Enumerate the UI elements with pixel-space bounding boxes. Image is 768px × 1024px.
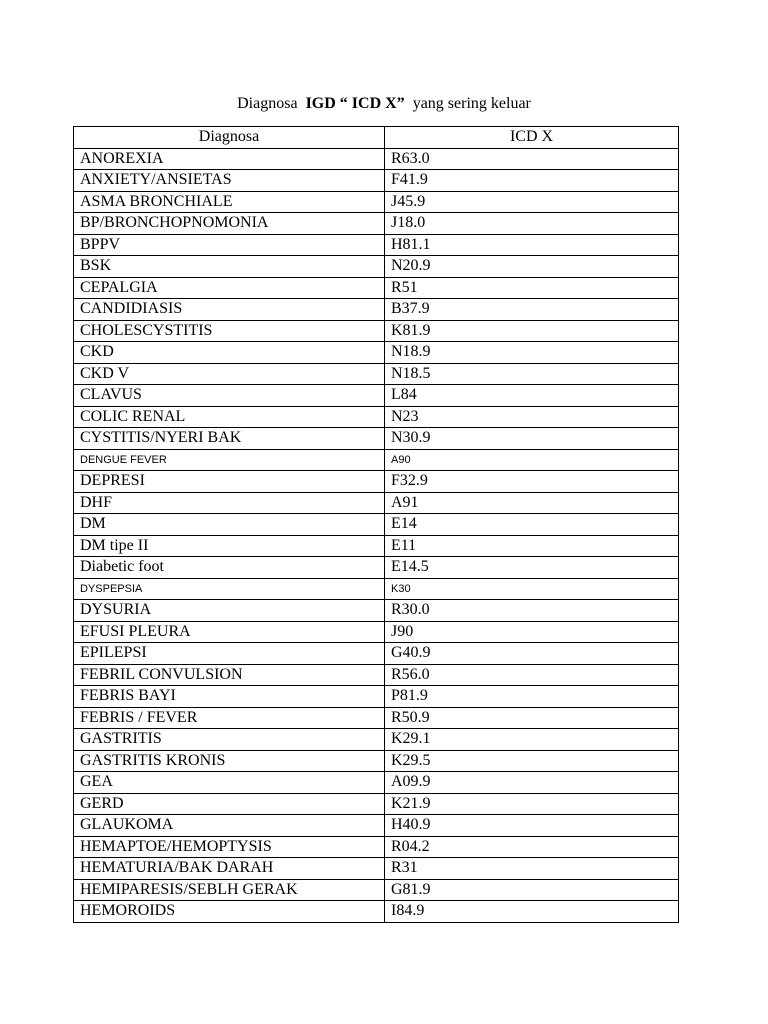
icd-code-cell: R50.9 <box>385 707 679 729</box>
diagnosa-cell: GASTRITIS KRONIS <box>74 750 385 772</box>
diagnosa-cell: DYSURIA <box>74 600 385 622</box>
diagnosa-cell: Diabetic foot <box>74 557 385 579</box>
table-row <box>74 600 679 622</box>
diagnosa-cell: CKD V <box>74 363 385 385</box>
title-suffix: yang sering keluar <box>404 95 531 112</box>
icd-code-cell: F32.9 <box>385 471 679 493</box>
table-row <box>74 621 679 643</box>
diagnosa-cell: DM tipe II <box>74 535 385 557</box>
diagnosa-cell: EFUSI PLEURA <box>74 621 385 643</box>
icd-code-cell: R56.0 <box>385 664 679 686</box>
table-row <box>74 170 679 192</box>
icd-code-cell: R30.0 <box>385 600 679 622</box>
table-row <box>74 514 679 536</box>
table-row <box>74 363 679 385</box>
table-row <box>74 406 679 428</box>
table-row <box>74 793 679 815</box>
table-row <box>74 320 679 342</box>
table-row <box>74 578 679 600</box>
icd-code-cell: F41.9 <box>385 170 679 192</box>
diagnosa-cell: DHF <box>74 492 385 514</box>
table-row <box>74 815 679 837</box>
icd-code-cell: K81.9 <box>385 320 679 342</box>
icd-code-cell: K21.9 <box>385 793 679 815</box>
diagnosa-cell: DYSPEPSIA <box>74 578 385 600</box>
icd-code-cell: K30 <box>385 578 679 600</box>
table-row <box>74 385 679 407</box>
diagnosa-cell: ANOREXIA <box>74 148 385 170</box>
icd-code-cell: H81.1 <box>385 234 679 256</box>
table-row <box>74 557 679 579</box>
table-row <box>74 858 679 880</box>
diagnosa-cell: FEBRIL CONVULSION <box>74 664 385 686</box>
diagnosa-cell: CEPALGIA <box>74 277 385 299</box>
icd-code-cell: G81.9 <box>385 879 679 901</box>
icd-code-cell: P81.9 <box>385 686 679 708</box>
table-row <box>74 234 679 256</box>
icd-code-cell: R63.0 <box>385 148 679 170</box>
table-row <box>74 342 679 364</box>
diagnosa-cell: CLAVUS <box>74 385 385 407</box>
title-prefix: Diagnosa <box>237 95 306 112</box>
icd-code-cell: H40.9 <box>385 815 679 837</box>
diagnosa-cell: DENGUE FEVER <box>74 449 385 471</box>
diagnosa-cell: GERD <box>74 793 385 815</box>
table-row <box>74 299 679 321</box>
header-icd: ICD X <box>385 127 679 149</box>
icd-code-cell: K29.5 <box>385 750 679 772</box>
header-diagnosa: Diagnosa <box>74 127 385 149</box>
table-row <box>74 492 679 514</box>
diagnosa-cell: GEA <box>74 772 385 794</box>
table-row <box>74 772 679 794</box>
icd-code-cell: R04.2 <box>385 836 679 858</box>
diagnosa-cell: GLAUKOMA <box>74 815 385 837</box>
table-row <box>74 471 679 493</box>
icd-code-cell: A91 <box>385 492 679 514</box>
table-row <box>74 148 679 170</box>
diagnosa-cell: HEMIPARESIS/SEBLH GERAK <box>74 879 385 901</box>
table-row <box>74 707 679 729</box>
table-row <box>74 535 679 557</box>
table-body <box>74 148 679 922</box>
diagnosa-cell: CKD <box>74 342 385 364</box>
diagnosa-cell: HEMAPTOE/HEMOPTYSIS <box>74 836 385 858</box>
icd-table <box>73 126 679 923</box>
table-row <box>74 901 679 923</box>
title-bold: IGD “ ICD X” <box>305 95 405 112</box>
icd-code-cell: E11 <box>385 535 679 557</box>
table-row <box>74 750 679 772</box>
diagnosa-cell: COLIC RENAL <box>74 406 385 428</box>
diagnosa-cell: FEBRIS / FEVER <box>74 707 385 729</box>
table-row <box>74 879 679 901</box>
icd-code-cell: K29.1 <box>385 729 679 751</box>
diagnosa-cell: BSK <box>74 256 385 278</box>
icd-code-cell: N20.9 <box>385 256 679 278</box>
icd-code-cell: R31 <box>385 858 679 880</box>
icd-code-cell: J45.9 <box>385 191 679 213</box>
diagnosa-cell: HEMOROIDS <box>74 901 385 923</box>
icd-code-cell: N18.9 <box>385 342 679 364</box>
table-row <box>74 729 679 751</box>
icd-code-cell: R51 <box>385 277 679 299</box>
table-row <box>74 664 679 686</box>
icd-code-cell: N23 <box>385 406 679 428</box>
icd-code-cell: N30.9 <box>385 428 679 450</box>
icd-code-cell: I84.9 <box>385 901 679 923</box>
diagnosa-cell: CANDIDIASIS <box>74 299 385 321</box>
table-row <box>74 213 679 235</box>
table-row <box>74 428 679 450</box>
icd-code-cell: N18.5 <box>385 363 679 385</box>
diagnosa-cell: EPILEPSI <box>74 643 385 665</box>
icd-code-cell: E14.5 <box>385 557 679 579</box>
icd-code-cell: L84 <box>385 385 679 407</box>
table-row <box>74 277 679 299</box>
diagnosa-cell: DEPRESI <box>74 471 385 493</box>
icd-code-cell: A09.9 <box>385 772 679 794</box>
icd-code-cell: E14 <box>385 514 679 536</box>
diagnosa-cell: HEMATURIA/BAK DARAH <box>74 858 385 880</box>
diagnosa-cell: FEBRIS BAYI <box>74 686 385 708</box>
table-row <box>74 686 679 708</box>
diagnosa-cell: GASTRITIS <box>74 729 385 751</box>
diagnosa-cell: CYSTITIS/NYERI BAK <box>74 428 385 450</box>
table-row <box>74 836 679 858</box>
diagnosa-cell: BP/BRONCHOPNOMONIA <box>74 213 385 235</box>
icd-code-cell: G40.9 <box>385 643 679 665</box>
table-row <box>74 643 679 665</box>
diagnosa-cell: ASMA BRONCHIALE <box>74 191 385 213</box>
icd-code-cell: J18.0 <box>385 213 679 235</box>
diagnosa-cell: ANXIETY/ANSIETAS <box>74 170 385 192</box>
icd-code-cell: A90 <box>385 449 679 471</box>
table-row <box>74 449 679 471</box>
icd-code-cell: B37.9 <box>385 299 679 321</box>
table-row <box>74 191 679 213</box>
table-row <box>74 256 679 278</box>
table-header-row <box>74 127 679 149</box>
document-title <box>0 94 768 114</box>
icd-code-cell: J90 <box>385 621 679 643</box>
diagnosa-cell: CHOLESCYSTITIS <box>74 320 385 342</box>
diagnosa-cell: BPPV <box>74 234 385 256</box>
diagnosa-cell: DM <box>74 514 385 536</box>
